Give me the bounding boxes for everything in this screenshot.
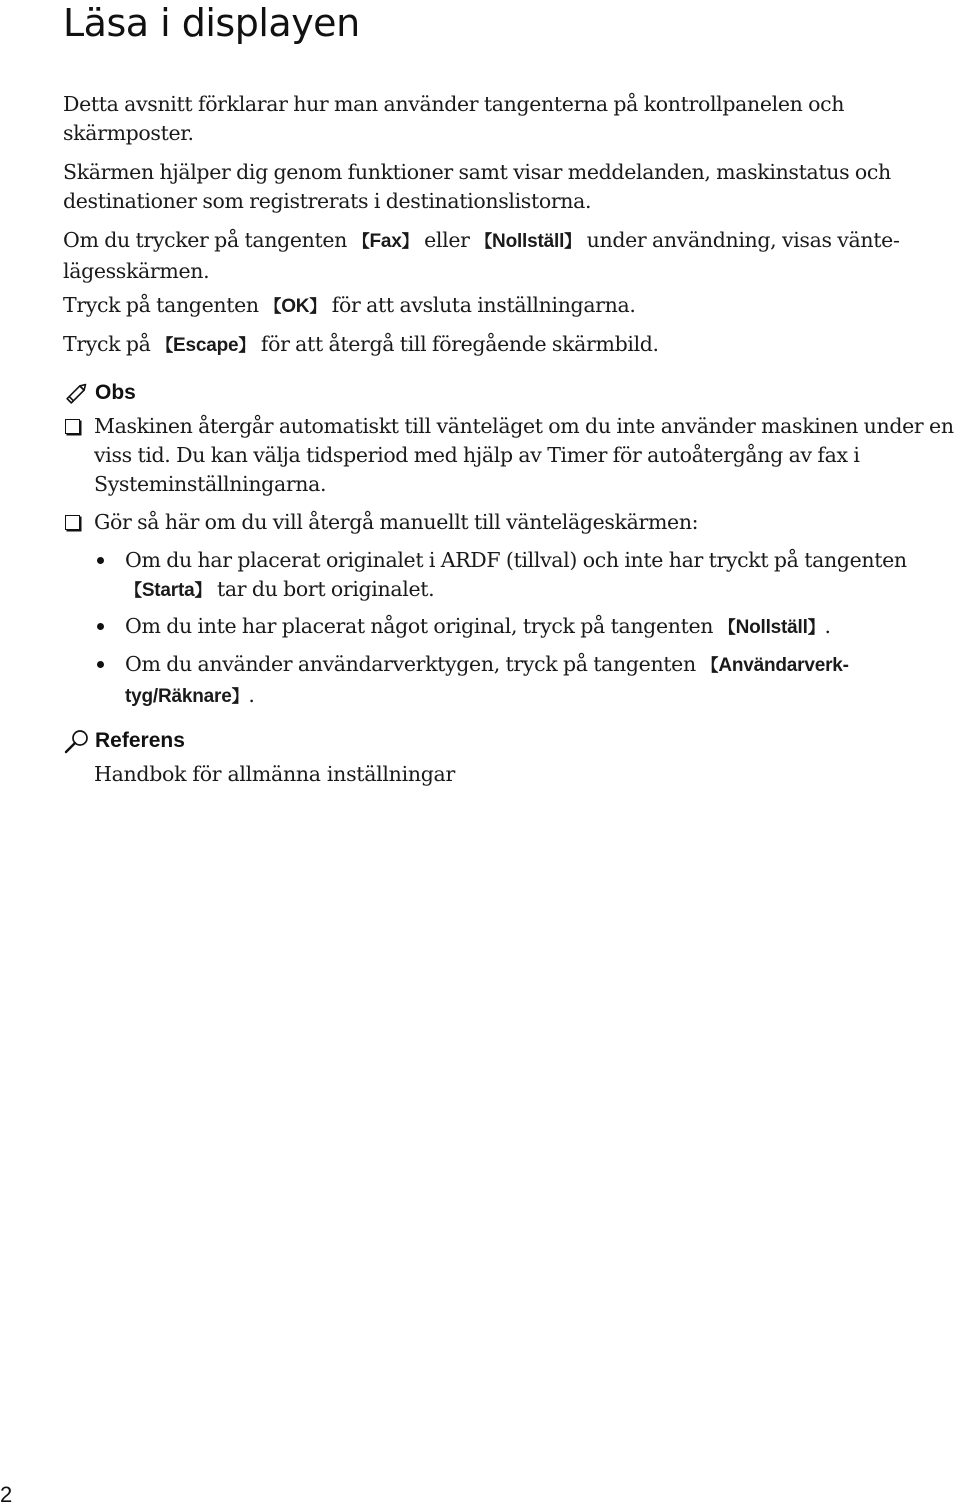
key-ok bbox=[264, 296, 326, 317]
bullet-text-part: . bbox=[824, 614, 831, 638]
intro-paragraph-1: Detta avsnitt förklarar hur man använder tangenterna på kontrollpanelen och skärmposter. bbox=[63, 92, 845, 145]
key-fax bbox=[353, 231, 419, 252]
bullet-text-part: Om du har placerat originalet i ARDF (tillval) och inte har tryckt på tangenten bbox=[125, 548, 907, 572]
key-bracket-close: 】 bbox=[194, 581, 212, 601]
paragraph-text: eller bbox=[418, 228, 476, 252]
magnifier-icon bbox=[63, 727, 91, 755]
key-nollstall bbox=[719, 617, 825, 638]
paragraph-text: för att avsluta inställningarna. bbox=[326, 293, 636, 317]
paragraph-text: Tryck på tangenten bbox=[63, 293, 265, 317]
key-label: Escape bbox=[173, 335, 239, 356]
obs-item-text: Maskinen återgår automatiskt till vänteläget om du inte använder maskinen under en viss tid. Du kan välja tidsperiod med hjälp av Timer för autoåtergång av fax i Systeminställningarna. bbox=[94, 414, 954, 496]
checkbox-icon bbox=[65, 419, 80, 434]
bullet-text bbox=[125, 612, 958, 643]
bullet-text-part: Om du inte har placerat något original, tryck på tangenten bbox=[125, 614, 719, 638]
intro-paragraph-3 bbox=[63, 226, 958, 286]
bullet-item bbox=[94, 612, 958, 643]
bullet-icon bbox=[97, 623, 104, 630]
key-starta bbox=[125, 580, 211, 601]
key-bracket-close: 】 bbox=[807, 618, 825, 638]
page-title: Läsa i displayen bbox=[63, 1, 360, 45]
key-bracket-close: 】 bbox=[309, 297, 327, 317]
intro-paragraph-2: Skärmen hjälper dig genom funktioner samt visar meddelanden, maskinstatus och destinationer som registrerats i destinationslistorna. bbox=[63, 160, 891, 213]
page-number: 2 bbox=[0, 1482, 13, 1507]
key-bracket-open: 【 bbox=[125, 581, 142, 601]
key-bracket-open: 【 bbox=[475, 232, 493, 252]
bullet-text-part: . bbox=[248, 683, 255, 707]
referens-text: Handbok för allmänna inställningar bbox=[94, 762, 455, 786]
key-label: Användarverktyg/Räknare bbox=[125, 655, 849, 707]
bullet-icon bbox=[97, 557, 104, 564]
key-escape bbox=[156, 335, 255, 356]
bullet-text bbox=[125, 650, 958, 712]
key-nollstall bbox=[475, 231, 581, 252]
intro-paragraph-4 bbox=[63, 291, 958, 322]
checkbox-icon bbox=[65, 515, 80, 530]
intro-paragraph-5 bbox=[63, 330, 958, 361]
key-bracket-open: 【 bbox=[701, 656, 719, 676]
key-label: Nollställ bbox=[735, 617, 808, 638]
key-label: Fax bbox=[369, 231, 402, 252]
bullet-icon bbox=[97, 661, 104, 668]
bullet-item bbox=[94, 546, 958, 606]
key-label: Starta bbox=[141, 580, 195, 601]
key-bracket-close: 】 bbox=[401, 232, 419, 252]
key-bracket-close: 】 bbox=[231, 687, 249, 707]
key-label: Nollställ bbox=[492, 231, 565, 252]
key-bracket-close: 】 bbox=[238, 336, 256, 356]
obs-label: Obs bbox=[95, 381, 136, 404]
key-bracket-open: 【 bbox=[352, 232, 370, 252]
bullet-item bbox=[94, 650, 958, 712]
paragraph-text: för att återgå till föregående skärmbild. bbox=[255, 332, 659, 356]
obs-item bbox=[63, 508, 958, 537]
key-bracket-open: 【 bbox=[264, 297, 282, 317]
obs-item bbox=[63, 412, 958, 499]
referens-label: Referens bbox=[95, 729, 185, 752]
paragraph-text: Om du trycker på tangenten bbox=[63, 228, 353, 252]
key-bracket-open: 【 bbox=[718, 618, 736, 638]
bullet-text-part: Om du använder användarverktygen, tryck på tangenten bbox=[125, 652, 702, 676]
referens-heading bbox=[63, 726, 185, 756]
bullet-text bbox=[125, 546, 958, 606]
key-bracket-close: 】 bbox=[564, 232, 581, 252]
key-bracket-open: 【 bbox=[156, 336, 173, 356]
key-label: OK bbox=[281, 296, 310, 317]
pencil-icon bbox=[63, 379, 91, 407]
obs-item-text: Gör så här om du vill återgå manuellt till väntelägeskärmen: bbox=[94, 510, 699, 534]
obs-heading bbox=[63, 378, 136, 408]
bullet-text-part: tar du bort originalet. bbox=[211, 577, 435, 601]
paragraph-text: Tryck på bbox=[63, 332, 157, 356]
paragraph-text: under användning, visas väntelägesskärmen. bbox=[63, 228, 900, 283]
